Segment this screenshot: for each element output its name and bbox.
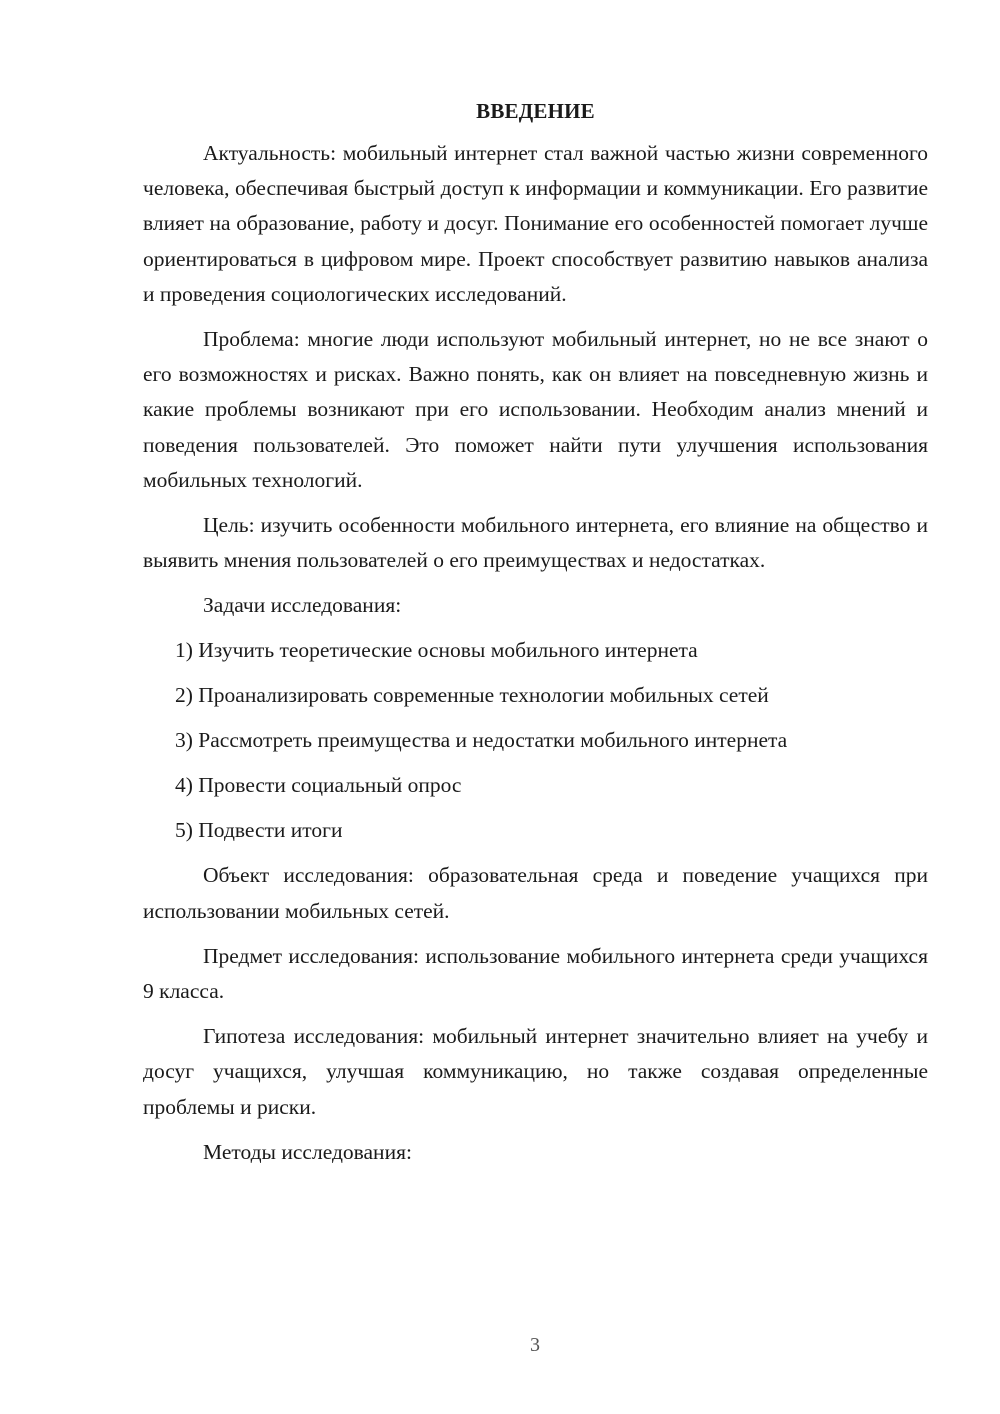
section-heading: ВВЕДЕНИЕ xyxy=(476,99,595,123)
task-item: 3) Рассмотреть преимущества и недостатки мобильного интернета xyxy=(175,728,788,753)
subject-paragraph: Предмет исследования: использование мобильного интернета среди учащихся 9 класса. xyxy=(143,943,928,1004)
task-list xyxy=(143,633,928,848)
goal-paragraph: Цель: изучить особенности мобильного интернета, его влияние на общество и выявить мнения пользователей о его преимуществах и недостатках. xyxy=(143,513,928,573)
relevance-paragraph: Актуальность: мобильный интернет стал важной частью жизни современного человека, обеспечивая быстрый доступ к информации и коммуникации. Его развитие влияет на образование, работу и досуг. Понимание его особенностей помогает лучше ориентироваться в цифровом мире. Проект способствует развитию навыков анализа и проведения социологических исследований. xyxy=(143,141,928,306)
tasks-label: Задачи исследования: xyxy=(203,593,402,618)
object-paragraph: Объект исследования: образовательная среда и поведение учащихся при использовании мобильных сетей. xyxy=(143,863,928,923)
page-number: 3 xyxy=(530,1334,540,1356)
problem-paragraph: Проблема: многие люди используют мобильный интернет, но не все знают о его возможностях и рисках. Важно понять, как он влияет на повседневную жизнь и какие проблемы возникают при его использовании. Необходим анализ мнений и поведения пользователей. Это поможет найти пути улучшения использования мобильных технологий. xyxy=(143,327,928,492)
task-item: 2) Проанализировать современные технологии мобильных сетей xyxy=(175,683,769,708)
task-item: 5) Подвести итоги xyxy=(175,818,343,843)
task-item: 4) Провести социальный опрос xyxy=(175,773,462,798)
task-item: 1) Изучить теоретические основы мобильного интернета xyxy=(175,638,698,663)
hypothesis-paragraph: Гипотеза исследования: мобильный интернет значительно влияет на учебу и досуг учащихся, улучшая коммуникацию, но также создавая определенные проблемы и риски. xyxy=(143,1024,928,1119)
document-page xyxy=(143,94,928,1180)
methods-label: Методы исследования: xyxy=(203,1139,412,1164)
